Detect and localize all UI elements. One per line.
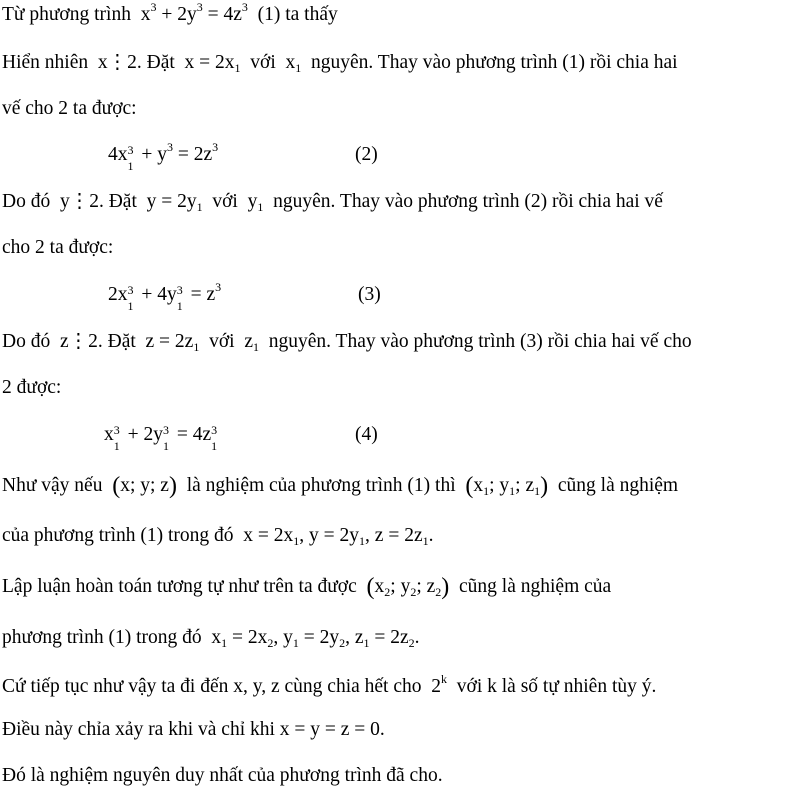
line-8-mid: là nghiệm của phương trình (1) thì: [186, 475, 456, 496]
line-13-pre: Điều này chỉa xảy ra khi và chỉ khi: [2, 719, 275, 740]
line-8-post: cũng là nghiệm: [557, 475, 679, 496]
var-y1: $y_1$: [242, 191, 264, 214]
line-8: [2, 474, 678, 498]
line-2-mid: . Đặt: [136, 52, 175, 73]
line-11-pre: phương trình (1) trong đó: [2, 627, 202, 648]
line-6-mid2: với: [209, 331, 235, 352]
line-7: 2 được:: [2, 377, 62, 398]
line-13: [2, 718, 385, 742]
equation-4: x 3 1 + 2y 3 1 = 4z 3 1: [104, 423, 218, 453]
equation-4-label: (4): [355, 424, 378, 445]
line-1: [2, 0, 338, 27]
line-3: vế cho 2 ta được:: [2, 98, 137, 119]
equation-relation-1: $x = 2x_1$, $y = 2y_1$, $z = 2z_1$.: [238, 525, 434, 548]
line-12-post: với k là số tự nhiên tùy ý.: [456, 676, 657, 697]
line-4-post: nguyên. Thay vào phương trình (2) rồi chia hai vế: [273, 191, 663, 212]
tuple-xyz: (x; y; z): [112, 473, 177, 499]
divisibility-z: z⋮2: [55, 331, 98, 352]
equation-2-label: (2): [355, 144, 378, 165]
line-4-pre: Do đó: [2, 191, 51, 212]
line-5: cho 2 ta được:: [2, 237, 114, 258]
divisibility-y: y⋮2: [55, 191, 99, 212]
equation-relation-2: $x_1 = 2x_2$, $y_1 = 2y_2$, $z_1 = 2z_2$.: [206, 627, 420, 650]
line-12: [2, 672, 657, 699]
equation-1: $x^3 + 2y^3 = 4z^3$: [135, 0, 248, 25]
equation-2: 4x 3 1 + $y^3 = 2z^3$: [108, 140, 219, 173]
divisibility-x: x⋮2: [92, 52, 137, 73]
line-2-post: nguyên. Thay vào phương trình (1) rồi chia hai: [311, 52, 678, 73]
line-6-pre: Do đó: [2, 331, 51, 352]
line-1-pre: Từ phương trình: [2, 4, 131, 25]
line-2-mid2: với: [250, 52, 276, 73]
line-14: Đó là nghiệm nguyên duy nhất của phương trình đã cho.: [2, 765, 443, 786]
line-9: [2, 524, 433, 548]
line-10: [2, 575, 611, 599]
substitution-x: $x = 2x_1$: [179, 52, 241, 75]
tuple-xyz1: ($x_1$; $y_1$; $z_1$): [465, 473, 549, 499]
equation-3: 2x 3 1 + 4y 3 1 = $z^3$: [108, 280, 222, 313]
line-10-post: cũng là nghiệm của: [459, 576, 612, 597]
line-9-pre: của phương trình (1) trong đó: [2, 525, 234, 546]
line-4-mid: . Đặt: [98, 191, 137, 212]
line-10-pre: Lập luận hoàn toán tương tự như trên ta được: [2, 576, 357, 597]
equation-zero: x = y = z = 0.: [279, 719, 385, 740]
line-6-post: nguyên. Thay vào phương trình (3) rồi chia hai vế cho: [268, 331, 692, 352]
line-1-post: (1) ta thấy: [257, 4, 338, 25]
line-2: [2, 51, 678, 75]
tuple-xyz2: ($x_2$; $y_2$; $z_2$): [366, 574, 450, 600]
line-8-pre: Như vậy nếu: [2, 475, 103, 496]
line-12-pre: Cứ tiếp tục như vậy ta đi đến x, y, z cùng chia hết cho: [2, 676, 422, 697]
line-4: [2, 190, 663, 214]
line-6-mid: . Đặt: [97, 331, 136, 352]
equation-3-label: (3): [358, 284, 381, 305]
substitution-z: $z = 2z_1$: [140, 331, 200, 354]
power-2k: 2$^k$: [426, 672, 448, 697]
substitution-y: $y = 2y_1$: [141, 191, 203, 214]
line-11: [2, 626, 420, 650]
line-4-mid2: với: [212, 191, 238, 212]
var-z1: $z_1$: [239, 331, 259, 354]
line-2-pre: Hiển nhiên: [2, 52, 89, 73]
line-6: [2, 330, 692, 354]
var-x1: $x_1$: [280, 52, 302, 75]
